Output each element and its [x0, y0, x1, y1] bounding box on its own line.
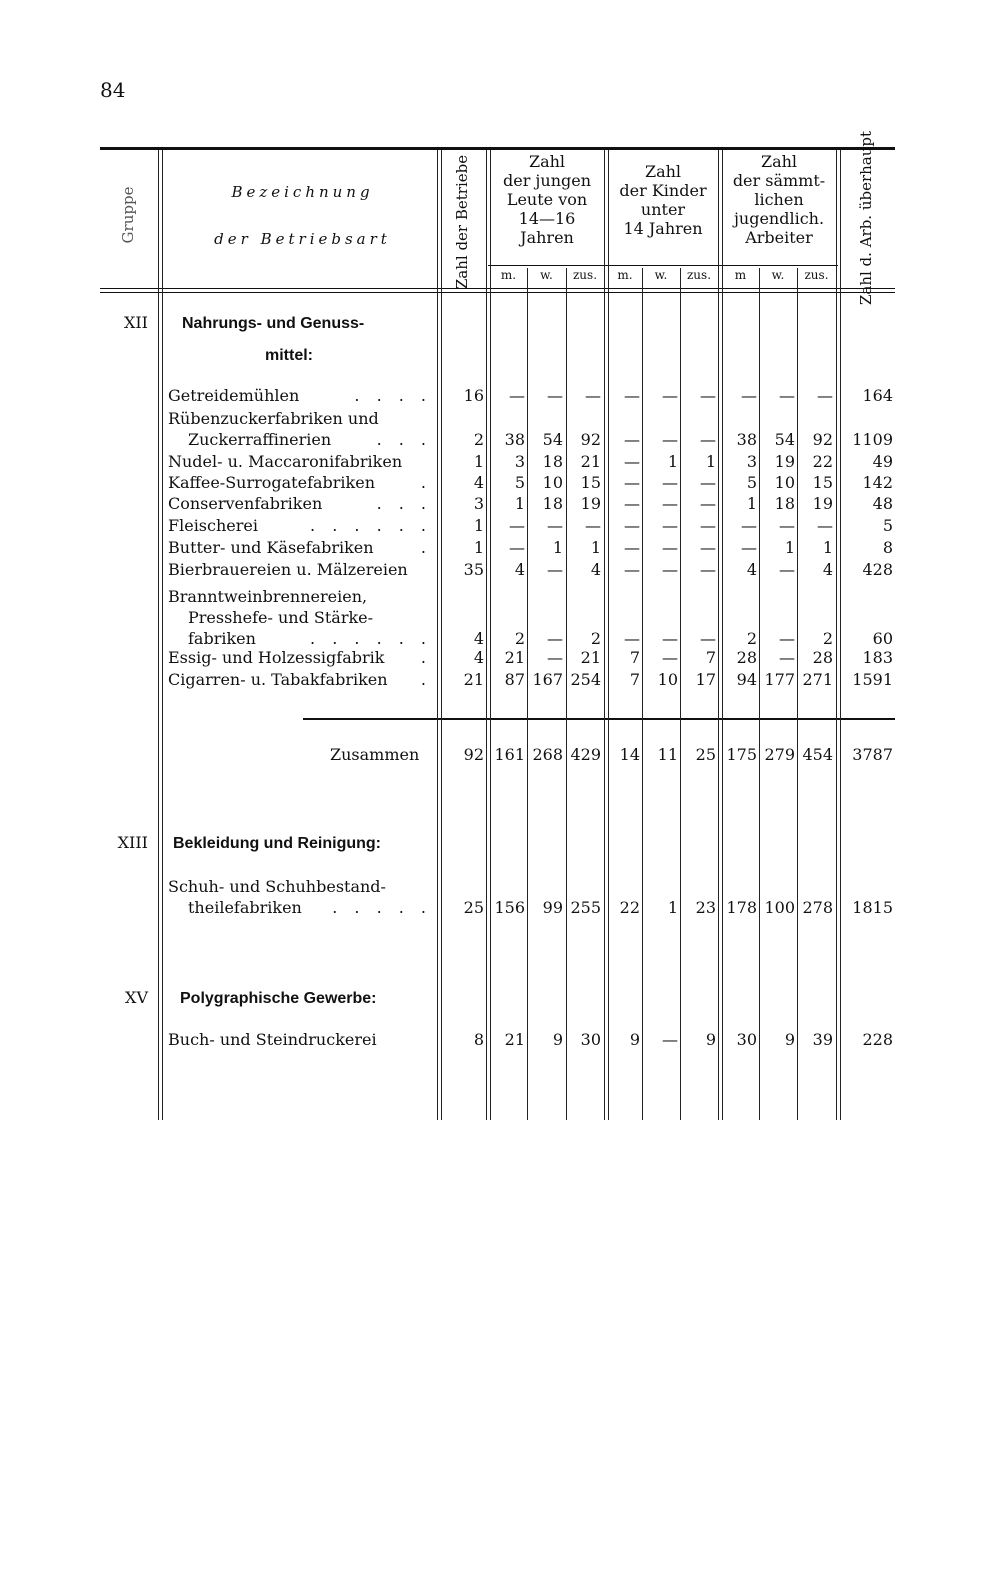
header-bezeichnung-1: Bezeichnung — [231, 183, 374, 201]
total-cell: 429 — [570, 745, 601, 764]
table-cell: 19 — [580, 494, 601, 513]
header-line: Leute von — [506, 190, 588, 209]
table-cell: 10 — [542, 473, 563, 492]
table-cell: 4 — [514, 560, 525, 579]
table-cell: — — [662, 648, 678, 667]
table-cell: 18 — [542, 452, 563, 471]
total-cell: 14 — [619, 745, 640, 764]
table-cell: — — [662, 560, 678, 579]
header-line: 14 Jahren — [623, 219, 703, 238]
table-cell: 142 — [862, 473, 893, 492]
header-line: der jungen — [502, 171, 592, 190]
table-cell: — — [662, 386, 678, 405]
table-cell: 100 — [764, 898, 795, 917]
table-cell: — — [509, 386, 525, 405]
table-cell: 60 — [872, 629, 893, 648]
total-cell: 92 — [463, 745, 484, 764]
leader-dots: . — [420, 538, 432, 557]
table-cell: — — [662, 430, 678, 449]
row-xiii-label: Schuh- und Schuhbestand- — [168, 877, 386, 896]
table-cell: — — [509, 516, 525, 535]
table-cell: — — [624, 629, 640, 648]
section-title-xii-1: Nahrungs- und Genuss- — [182, 315, 365, 332]
table-cell: — — [741, 386, 757, 405]
table-cell: — — [624, 386, 640, 405]
leader-dots: . — [420, 670, 432, 689]
table-cell: 1 — [822, 538, 833, 557]
table-cell: 1 — [746, 494, 757, 513]
row-label: Cigarren- u. Tabakfabriken — [168, 670, 388, 689]
table-cell: 7 — [629, 648, 640, 667]
table-cell: — — [662, 516, 678, 535]
table-cell: — — [700, 386, 716, 405]
column-rule — [566, 268, 567, 1120]
leader-dots: . . . — [376, 494, 432, 513]
table-cell: — — [662, 538, 678, 557]
table-cell: 54 — [542, 430, 563, 449]
table-cell: 278 — [802, 898, 833, 917]
subheader-zus: zus. — [804, 268, 829, 282]
table-cell: 4 — [822, 560, 833, 579]
subheader-w: w. — [654, 268, 668, 282]
table-cell: — — [624, 430, 640, 449]
row-label: Nudel- u. Maccaronifabriken — [168, 452, 403, 471]
group-xiii: XIII — [117, 833, 148, 852]
leader-dots: . — [420, 473, 432, 492]
total-cell: 161 — [494, 745, 525, 764]
table-cell: 19 — [774, 452, 795, 471]
subheader-m_short: m. — [617, 268, 633, 282]
column-rule — [437, 150, 438, 1120]
header-line: unter — [640, 200, 686, 219]
column-rule — [604, 150, 605, 1120]
page-number: 84 — [100, 78, 126, 102]
header-gruppe: Gruppe — [119, 186, 137, 244]
total-cell: 11 — [657, 745, 678, 764]
table-cell: — — [700, 473, 716, 492]
header-zahl-arbeiter: Zahl d. Arb. überhaupt — [857, 130, 875, 306]
table-cell: — — [585, 386, 601, 405]
row-label: Presshefe- und Stärke- — [188, 608, 374, 627]
table-cell: 9 — [629, 1030, 640, 1049]
table-cell: 1109 — [852, 430, 893, 449]
leader-dots: . . . . — [354, 386, 432, 405]
table-cell: 1 — [705, 452, 716, 471]
table-cell: 2 — [473, 430, 484, 449]
table-cell: — — [624, 452, 640, 471]
table-cell: — — [700, 516, 716, 535]
total-cell: 279 — [764, 745, 795, 764]
total-cell: 25 — [695, 745, 716, 764]
header-line: lichen — [754, 190, 804, 209]
table-cell: 4 — [746, 560, 757, 579]
table-cell: 2 — [746, 629, 757, 648]
table-cell: 156 — [494, 898, 525, 917]
table-cell: 30 — [736, 1030, 757, 1049]
table-cell: — — [662, 494, 678, 513]
table-cell: 22 — [619, 898, 640, 917]
table-cell: 2 — [590, 629, 601, 648]
header-line: Zahl — [644, 162, 682, 181]
table-cell: 9 — [784, 1030, 795, 1049]
table-cell: 15 — [580, 473, 601, 492]
table-cell: 1 — [473, 516, 484, 535]
header-bezeichnung-2: der Betriebsart — [214, 230, 391, 248]
table-cell: 271 — [802, 670, 833, 689]
table-cell: 94 — [736, 670, 757, 689]
table-cell: 177 — [764, 670, 795, 689]
column-rule — [759, 268, 760, 1120]
table-cell: 25 — [463, 898, 484, 917]
total-cell: 3787 — [852, 745, 893, 764]
table-cell: 23 — [695, 898, 716, 917]
table-cell: 92 — [580, 430, 601, 449]
table-cell: 428 — [862, 560, 893, 579]
table-cell: 164 — [862, 386, 893, 405]
table-cell: — — [779, 386, 795, 405]
table-cell: — — [509, 538, 525, 557]
row-label: fabriken — [188, 629, 256, 648]
table-cell: 15 — [812, 473, 833, 492]
table-cell: 28 — [812, 648, 833, 667]
table-cell: 8 — [882, 538, 893, 557]
table-cell: — — [741, 538, 757, 557]
table-cell: 4 — [473, 648, 484, 667]
table-cell: — — [547, 560, 563, 579]
table-cell: 1591 — [852, 670, 893, 689]
table-cell: 1 — [552, 538, 563, 557]
table-cell: 254 — [570, 670, 601, 689]
column-rule — [680, 268, 681, 1120]
table-cell: — — [779, 648, 795, 667]
column-rule — [486, 150, 487, 1120]
section-title-xv: Polygraphische Gewerbe: — [180, 990, 377, 1007]
table-cell: — — [662, 1030, 678, 1049]
leader-dots: . . . . . . — [310, 516, 432, 535]
table-cell: — — [741, 516, 757, 535]
table-cell: 5 — [746, 473, 757, 492]
column-rule — [608, 150, 609, 1120]
table-cell: 1 — [667, 452, 678, 471]
table-cell: 2 — [514, 629, 525, 648]
row-label: Conservenfabriken — [168, 494, 323, 513]
table-cell: — — [700, 494, 716, 513]
table-cell: 1 — [784, 538, 795, 557]
table-cell: 17 — [695, 670, 716, 689]
table-cell: — — [779, 629, 795, 648]
header-line: Arbeiter — [745, 228, 813, 247]
table-cell: — — [624, 560, 640, 579]
table-cell: 38 — [504, 430, 525, 449]
table-cell: — — [547, 516, 563, 535]
column-rule — [642, 268, 643, 1120]
table-cell: — — [700, 538, 716, 557]
table-cell: 9 — [705, 1030, 716, 1049]
table-cell: 18 — [542, 494, 563, 513]
table-cell: 21 — [504, 648, 525, 667]
table-cell: 39 — [812, 1030, 833, 1049]
header-line: Jahren — [520, 228, 574, 247]
table-cell: 87 — [504, 670, 525, 689]
table-cell: — — [662, 473, 678, 492]
header-bottom-rule-2 — [100, 292, 895, 293]
total-cell: 454 — [802, 745, 833, 764]
table-cell: 21 — [580, 452, 601, 471]
row-label: Kaffee-Surrogatefabriken — [168, 473, 376, 492]
table-cell: 2 — [822, 629, 833, 648]
table-cell: — — [547, 648, 563, 667]
table-cell: 3 — [514, 452, 525, 471]
table-cell: 9 — [552, 1030, 563, 1049]
column-rule — [158, 150, 159, 1120]
table-cell: 30 — [580, 1030, 601, 1049]
table-cell: — — [624, 473, 640, 492]
subheader-zus: zus. — [572, 268, 598, 282]
table-cell: 28 — [736, 648, 757, 667]
header-line: jugendlich. — [733, 209, 825, 228]
table-cell: 7 — [705, 648, 716, 667]
table-cell: — — [700, 430, 716, 449]
header-line: 14—16 — [518, 209, 576, 228]
row-label: Fleischerei — [168, 516, 258, 535]
header-line: Zahl — [760, 152, 798, 171]
table-cell: 1 — [667, 898, 678, 917]
group-xv: XV — [125, 988, 148, 1007]
row-label: Bierbrauereien u. Mälzereien — [168, 560, 408, 579]
table-cell: 10 — [657, 670, 678, 689]
table-cell: — — [779, 560, 795, 579]
column-rule — [441, 150, 442, 1120]
table-cell: 18 — [774, 494, 795, 513]
total-cell: 268 — [532, 745, 563, 764]
subheader-top-rule — [488, 265, 838, 266]
row-label: Essig- und Holzessigfabrik — [168, 648, 385, 667]
column-rule — [840, 150, 841, 1120]
column-rule — [722, 150, 723, 1120]
header-line: Zahl — [528, 152, 566, 171]
table-cell: 1815 — [852, 898, 893, 917]
table-cell: 8 — [473, 1030, 484, 1049]
table-cell: — — [700, 560, 716, 579]
table-cell: 21 — [580, 648, 601, 667]
table-cell: 49 — [872, 452, 893, 471]
table-cell: — — [585, 516, 601, 535]
subheader-m_short: m. — [500, 268, 517, 282]
table-cell: 4 — [473, 473, 484, 492]
header-zahl-betriebe: Zahl der Betriebe — [453, 154, 471, 290]
table-cell: 48 — [872, 494, 893, 513]
column-rule — [718, 150, 719, 1120]
column-rule — [162, 150, 163, 1120]
header-line: der Kinder — [619, 181, 707, 200]
table-cell: 21 — [504, 1030, 525, 1049]
table-cell: 255 — [570, 898, 601, 917]
row-label: Getreidemühlen — [168, 386, 300, 405]
table-cell: 3 — [746, 452, 757, 471]
leader-dots: . . . . . . — [310, 629, 432, 648]
table-cell: 99 — [542, 898, 563, 917]
table-cell: 1 — [473, 538, 484, 557]
row-label: Branntweinbrennereien, — [168, 587, 368, 606]
subheader-m: m — [734, 268, 747, 282]
total-rule — [303, 718, 895, 720]
leader-dots: . — [420, 648, 432, 667]
table-cell: — — [624, 516, 640, 535]
column-rule — [490, 150, 491, 1120]
table-cell: 10 — [774, 473, 795, 492]
table-cell: 5 — [514, 473, 525, 492]
section-title-xiii: Bekleidung und Reinigung: — [173, 835, 381, 852]
table-cell: 22 — [812, 452, 833, 471]
subheader-zus: zus. — [686, 268, 712, 282]
section-title-xii-2: mittel: — [265, 347, 313, 364]
table-cell: 1 — [514, 494, 525, 513]
table-cell: — — [547, 629, 563, 648]
table-cell: 21 — [463, 670, 484, 689]
row-xv-label: Buch- und Steindruckerei — [168, 1030, 377, 1049]
header-line: der sämmt- — [732, 171, 826, 190]
table-cell: 92 — [812, 430, 833, 449]
table-cell: 5 — [882, 516, 893, 535]
column-rule — [797, 268, 798, 1120]
table-cell: — — [700, 629, 716, 648]
row-label: Zuckerraffinerien — [188, 430, 332, 449]
table-cell: 3 — [473, 494, 484, 513]
table-cell: — — [624, 494, 640, 513]
row-label: Rübenzuckerfabriken und — [168, 409, 379, 428]
table-cell: 35 — [463, 560, 484, 579]
row-label: Butter- und Käsefabriken — [168, 538, 374, 557]
table-cell: 178 — [726, 898, 757, 917]
top-rule — [100, 147, 895, 150]
subheader-w: w. — [771, 268, 785, 282]
table-cell: 7 — [629, 670, 640, 689]
table-cell: — — [547, 386, 563, 405]
header-bottom-rule — [100, 288, 895, 289]
total-cell: 175 — [726, 745, 757, 764]
table-cell: — — [817, 516, 833, 535]
leader-dots: . . . — [376, 430, 432, 449]
table-cell: — — [624, 538, 640, 557]
table-cell: 228 — [862, 1030, 893, 1049]
column-rule — [836, 150, 837, 1120]
leader-dots: . . . . . — [332, 898, 432, 917]
row-xiii-label: theilefabriken — [188, 898, 302, 917]
table-cell: — — [817, 386, 833, 405]
table-cell: 4 — [473, 629, 484, 648]
table-cell: 167 — [532, 670, 563, 689]
subheader-w: w. — [540, 268, 553, 282]
table-cell: 183 — [862, 648, 893, 667]
table-cell: 1 — [473, 452, 484, 471]
table-cell: 16 — [463, 386, 484, 405]
group-xii: XII — [123, 313, 148, 332]
table-cell: — — [662, 629, 678, 648]
table-cell: 19 — [812, 494, 833, 513]
table-cell: 38 — [736, 430, 757, 449]
table-cell: 1 — [590, 538, 601, 557]
table-cell: 54 — [774, 430, 795, 449]
column-rule — [527, 268, 528, 1120]
table-cell: 4 — [590, 560, 601, 579]
total-label: Zusammen — [330, 745, 420, 764]
table-cell: — — [779, 516, 795, 535]
